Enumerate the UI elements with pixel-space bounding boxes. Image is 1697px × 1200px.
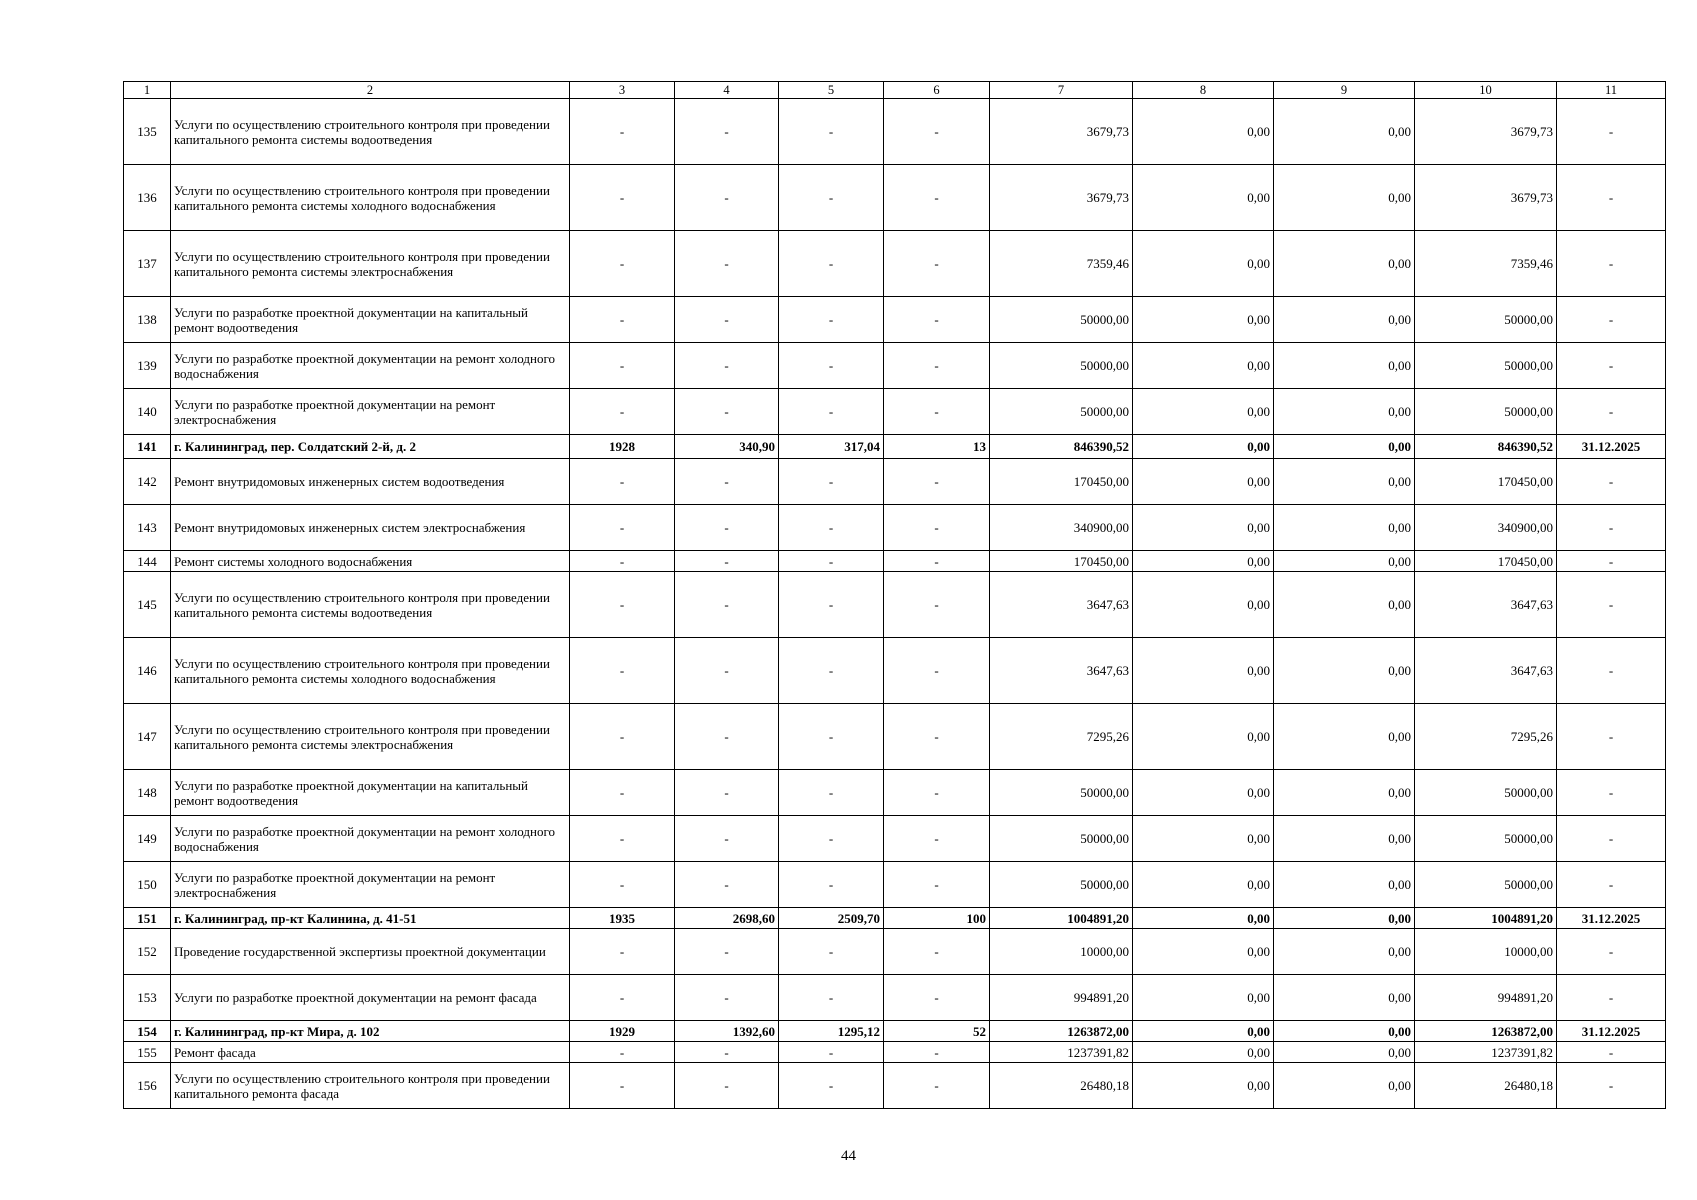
col4-cell: - xyxy=(675,1042,779,1063)
year-cell: - xyxy=(570,551,675,572)
col10-cell: 50000,00 xyxy=(1415,343,1557,389)
col10-cell: 1237391,82 xyxy=(1415,1042,1557,1063)
col6-cell: 13 xyxy=(884,435,990,459)
table-row xyxy=(124,551,1666,572)
col10-cell: 846390,52 xyxy=(1415,435,1557,459)
col9-cell: 0,00 xyxy=(1274,862,1415,908)
page-number: 44 xyxy=(841,1148,856,1164)
col4-cell: - xyxy=(675,816,779,862)
col6-cell: - xyxy=(884,975,990,1021)
col5-cell: - xyxy=(779,231,884,297)
works-table-body xyxy=(124,82,1666,1109)
table-row xyxy=(124,975,1666,1021)
row-number-cell: 148 xyxy=(124,770,171,816)
col10-cell: 3679,73 xyxy=(1415,99,1557,165)
total-cost-cell: 846390,52 xyxy=(990,435,1133,459)
col4-cell: - xyxy=(675,459,779,505)
col9-cell: 0,00 xyxy=(1274,435,1415,459)
col6-cell: - xyxy=(884,770,990,816)
col4-cell: - xyxy=(675,929,779,975)
description-cell: Ремонт внутридомовых инженерных систем электроснабжения xyxy=(171,505,570,551)
col6-cell: - xyxy=(884,1042,990,1063)
col4-cell: - xyxy=(675,389,779,435)
deadline-cell: - xyxy=(1557,505,1666,551)
col8-cell: 0,00 xyxy=(1133,908,1274,929)
col9-cell: 0,00 xyxy=(1274,99,1415,165)
description-cell: Услуги по разработке проектной документации на ремонт фасада xyxy=(171,975,570,1021)
year-cell: 1929 xyxy=(570,1021,675,1042)
year-cell: - xyxy=(570,816,675,862)
col4-cell: - xyxy=(675,551,779,572)
year-cell: - xyxy=(570,975,675,1021)
total-cost-cell: 340900,00 xyxy=(990,505,1133,551)
col4-cell: - xyxy=(675,343,779,389)
col10-cell: 50000,00 xyxy=(1415,297,1557,343)
col8-cell: 0,00 xyxy=(1133,1042,1274,1063)
description-cell: Услуги по осуществлению строительного контроля при проведении капитального ремонта фасада xyxy=(171,1063,570,1109)
col10-cell: 1004891,20 xyxy=(1415,908,1557,929)
year-cell: 1935 xyxy=(570,908,675,929)
deadline-cell: - xyxy=(1557,343,1666,389)
col8-cell: 0,00 xyxy=(1133,638,1274,704)
address-row xyxy=(124,908,1666,929)
year-cell: - xyxy=(570,231,675,297)
column-header: 4 xyxy=(675,82,779,99)
total-cost-cell: 50000,00 xyxy=(990,770,1133,816)
total-cost-cell: 170450,00 xyxy=(990,459,1133,505)
col9-cell: 0,00 xyxy=(1274,638,1415,704)
row-number-cell: 138 xyxy=(124,297,171,343)
col6-cell: - xyxy=(884,572,990,638)
description-cell: Услуги по осуществлению строительного контроля при проведении капитального ремонта системы холодного водоснабжения xyxy=(171,165,570,231)
col4-cell: - xyxy=(675,231,779,297)
col9-cell: 0,00 xyxy=(1274,1042,1415,1063)
table-row xyxy=(124,862,1666,908)
table-row xyxy=(124,389,1666,435)
col6-cell: - xyxy=(884,297,990,343)
col5-cell: - xyxy=(779,1042,884,1063)
row-number-cell: 156 xyxy=(124,1063,171,1109)
year-cell: - xyxy=(570,165,675,231)
total-cost-cell: 50000,00 xyxy=(990,389,1133,435)
col9-cell: 0,00 xyxy=(1274,770,1415,816)
row-number-cell: 155 xyxy=(124,1042,171,1063)
total-cost-cell: 3679,73 xyxy=(990,99,1133,165)
deadline-cell: - xyxy=(1557,1063,1666,1109)
col10-cell: 3647,63 xyxy=(1415,572,1557,638)
col8-cell: 0,00 xyxy=(1133,704,1274,770)
col10-cell: 50000,00 xyxy=(1415,770,1557,816)
total-cost-cell: 7295,26 xyxy=(990,704,1133,770)
description-cell: Услуги по осуществлению строительного контроля при проведении капитального ремонта системы электроснабжения xyxy=(171,231,570,297)
col10-cell: 994891,20 xyxy=(1415,975,1557,1021)
col8-cell: 0,00 xyxy=(1133,975,1274,1021)
col5-cell: - xyxy=(779,459,884,505)
col9-cell: 0,00 xyxy=(1274,389,1415,435)
column-header: 3 xyxy=(570,82,675,99)
col5-cell: - xyxy=(779,704,884,770)
col9-cell: 0,00 xyxy=(1274,975,1415,1021)
year-cell: - xyxy=(570,929,675,975)
year-cell: - xyxy=(570,297,675,343)
col8-cell: 0,00 xyxy=(1133,1063,1274,1109)
col5-cell: - xyxy=(779,975,884,1021)
deadline-cell: - xyxy=(1557,459,1666,505)
col9-cell: 0,00 xyxy=(1274,505,1415,551)
column-header: 7 xyxy=(990,82,1133,99)
total-cost-cell: 3647,63 xyxy=(990,572,1133,638)
col5-cell: - xyxy=(779,505,884,551)
column-header: 2 xyxy=(171,82,570,99)
column-number-row xyxy=(124,82,1666,99)
total-cost-cell: 3647,63 xyxy=(990,638,1133,704)
col8-cell: 0,00 xyxy=(1133,1021,1274,1042)
col4-cell: 340,90 xyxy=(675,435,779,459)
col9-cell: 0,00 xyxy=(1274,1021,1415,1042)
total-cost-cell: 50000,00 xyxy=(990,862,1133,908)
total-cost-cell: 1263872,00 xyxy=(990,1021,1133,1042)
row-number-cell: 154 xyxy=(124,1021,171,1042)
deadline-cell: - xyxy=(1557,389,1666,435)
total-cost-cell: 994891,20 xyxy=(990,975,1133,1021)
col5-cell: - xyxy=(779,816,884,862)
table-row xyxy=(124,816,1666,862)
description-cell: Проведение государственной экспертизы проектной документации xyxy=(171,929,570,975)
col10-cell: 50000,00 xyxy=(1415,816,1557,862)
deadline-cell: - xyxy=(1557,862,1666,908)
deadline-cell: - xyxy=(1557,638,1666,704)
col5-cell: - xyxy=(779,165,884,231)
description-cell: Услуги по осуществлению строительного контроля при проведении капитального ремонта системы водоотведения xyxy=(171,99,570,165)
description-cell: Ремонт системы холодного водоснабжения xyxy=(171,551,570,572)
col5-cell: - xyxy=(779,99,884,165)
col8-cell: 0,00 xyxy=(1133,862,1274,908)
col6-cell: - xyxy=(884,389,990,435)
row-number-cell: 153 xyxy=(124,975,171,1021)
col6-cell: - xyxy=(884,165,990,231)
col5-cell: - xyxy=(779,1063,884,1109)
column-header: 11 xyxy=(1557,82,1666,99)
description-cell: Услуги по осуществлению строительного контроля при проведении капитального ремонта системы водоотведения xyxy=(171,572,570,638)
table-row xyxy=(124,1042,1666,1063)
deadline-cell: - xyxy=(1557,165,1666,231)
col9-cell: 0,00 xyxy=(1274,908,1415,929)
col6-cell: - xyxy=(884,505,990,551)
year-cell: - xyxy=(570,572,675,638)
col4-cell: - xyxy=(675,704,779,770)
col8-cell: 0,00 xyxy=(1133,389,1274,435)
col6-cell: - xyxy=(884,99,990,165)
row-number-cell: 150 xyxy=(124,862,171,908)
col8-cell: 0,00 xyxy=(1133,770,1274,816)
year-cell: - xyxy=(570,704,675,770)
row-number-cell: 135 xyxy=(124,99,171,165)
deadline-cell: - xyxy=(1557,929,1666,975)
col8-cell: 0,00 xyxy=(1133,343,1274,389)
row-number-cell: 144 xyxy=(124,551,171,572)
col8-cell: 0,00 xyxy=(1133,297,1274,343)
col10-cell: 26480,18 xyxy=(1415,1063,1557,1109)
description-cell: г. Калининград, пр-кт Мира, д. 102 xyxy=(171,1021,570,1042)
col5-cell: 1295,12 xyxy=(779,1021,884,1042)
deadline-cell: - xyxy=(1557,816,1666,862)
col8-cell: 0,00 xyxy=(1133,572,1274,638)
col10-cell: 1263872,00 xyxy=(1415,1021,1557,1042)
col4-cell: - xyxy=(675,572,779,638)
col10-cell: 170450,00 xyxy=(1415,459,1557,505)
row-number-cell: 140 xyxy=(124,389,171,435)
total-cost-cell: 3679,73 xyxy=(990,165,1133,231)
col5-cell: - xyxy=(779,862,884,908)
total-cost-cell: 7359,46 xyxy=(990,231,1133,297)
col10-cell: 340900,00 xyxy=(1415,505,1557,551)
description-cell: Услуги по осуществлению строительного контроля при проведении капитального ремонта системы электроснабжения xyxy=(171,704,570,770)
col6-cell: - xyxy=(884,343,990,389)
col6-cell: - xyxy=(884,704,990,770)
year-cell: 1928 xyxy=(570,435,675,459)
col9-cell: 0,00 xyxy=(1274,816,1415,862)
col4-cell: - xyxy=(675,99,779,165)
total-cost-cell: 1004891,20 xyxy=(990,908,1133,929)
col9-cell: 0,00 xyxy=(1274,165,1415,231)
column-header: 9 xyxy=(1274,82,1415,99)
deadline-cell: - xyxy=(1557,551,1666,572)
col9-cell: 0,00 xyxy=(1274,231,1415,297)
row-number-cell: 141 xyxy=(124,435,171,459)
year-cell: - xyxy=(570,389,675,435)
row-number-cell: 151 xyxy=(124,908,171,929)
description-cell: Ремонт фасада xyxy=(171,1042,570,1063)
col10-cell: 7359,46 xyxy=(1415,231,1557,297)
col9-cell: 0,00 xyxy=(1274,297,1415,343)
address-row xyxy=(124,1021,1666,1042)
col6-cell: - xyxy=(884,551,990,572)
col5-cell: - xyxy=(779,343,884,389)
deadline-cell: 31.12.2025 xyxy=(1557,435,1666,459)
table-row xyxy=(124,505,1666,551)
table-row xyxy=(124,459,1666,505)
col9-cell: 0,00 xyxy=(1274,551,1415,572)
row-number-cell: 149 xyxy=(124,816,171,862)
address-row xyxy=(124,435,1666,459)
col4-cell: - xyxy=(675,165,779,231)
column-header: 1 xyxy=(124,82,171,99)
col8-cell: 0,00 xyxy=(1133,505,1274,551)
deadline-cell: - xyxy=(1557,704,1666,770)
total-cost-cell: 10000,00 xyxy=(990,929,1133,975)
year-cell: - xyxy=(570,505,675,551)
description-cell: Услуги по разработке проектной документации на ремонт электроснабжения xyxy=(171,862,570,908)
col8-cell: 0,00 xyxy=(1133,435,1274,459)
deadline-cell: 31.12.2025 xyxy=(1557,908,1666,929)
table-row xyxy=(124,770,1666,816)
row-number-cell: 152 xyxy=(124,929,171,975)
col4-cell: - xyxy=(675,975,779,1021)
row-number-cell: 137 xyxy=(124,231,171,297)
row-number-cell: 139 xyxy=(124,343,171,389)
table-row xyxy=(124,297,1666,343)
col4-cell: - xyxy=(675,297,779,343)
col9-cell: 0,00 xyxy=(1274,343,1415,389)
col4-cell: - xyxy=(675,505,779,551)
description-cell: Услуги по разработке проектной документации на ремонт холодного водоснабжения xyxy=(171,816,570,862)
col9-cell: 0,00 xyxy=(1274,572,1415,638)
col10-cell: 3647,63 xyxy=(1415,638,1557,704)
total-cost-cell: 50000,00 xyxy=(990,297,1133,343)
table-row xyxy=(124,572,1666,638)
col6-cell: - xyxy=(884,1063,990,1109)
col9-cell: 0,00 xyxy=(1274,929,1415,975)
column-header: 6 xyxy=(884,82,990,99)
description-cell: г. Калининград, пр-кт Калинина, д. 41-51 xyxy=(171,908,570,929)
deadline-cell: 31.12.2025 xyxy=(1557,1021,1666,1042)
total-cost-cell: 26480,18 xyxy=(990,1063,1133,1109)
col10-cell: 50000,00 xyxy=(1415,862,1557,908)
col8-cell: 0,00 xyxy=(1133,459,1274,505)
col8-cell: 0,00 xyxy=(1133,929,1274,975)
year-cell: - xyxy=(570,99,675,165)
description-cell: Услуги по осуществлению строительного контроля при проведении капитального ремонта системы холодного водоснабжения xyxy=(171,638,570,704)
col4-cell: - xyxy=(675,862,779,908)
total-cost-cell: 50000,00 xyxy=(990,343,1133,389)
table-row xyxy=(124,929,1666,975)
col5-cell: - xyxy=(779,551,884,572)
col5-cell: 2509,70 xyxy=(779,908,884,929)
row-number-cell: 136 xyxy=(124,165,171,231)
col6-cell: - xyxy=(884,816,990,862)
deadline-cell: - xyxy=(1557,572,1666,638)
col4-cell: - xyxy=(675,638,779,704)
col5-cell: - xyxy=(779,572,884,638)
col4-cell: - xyxy=(675,1063,779,1109)
col6-cell: 100 xyxy=(884,908,990,929)
col10-cell: 50000,00 xyxy=(1415,389,1557,435)
year-cell: - xyxy=(570,638,675,704)
col6-cell: - xyxy=(884,862,990,908)
deadline-cell: - xyxy=(1557,231,1666,297)
deadline-cell: - xyxy=(1557,975,1666,1021)
col10-cell: 10000,00 xyxy=(1415,929,1557,975)
col10-cell: 3679,73 xyxy=(1415,165,1557,231)
column-header: 5 xyxy=(779,82,884,99)
description-cell: Ремонт внутридомовых инженерных систем водоотведения xyxy=(171,459,570,505)
description-cell: Услуги по разработке проектной документации на ремонт электроснабжения xyxy=(171,389,570,435)
row-number-cell: 142 xyxy=(124,459,171,505)
col8-cell: 0,00 xyxy=(1133,231,1274,297)
col5-cell: - xyxy=(779,389,884,435)
table-row xyxy=(124,638,1666,704)
col8-cell: 0,00 xyxy=(1133,551,1274,572)
table-row xyxy=(124,1063,1666,1109)
table-row xyxy=(124,343,1666,389)
year-cell: - xyxy=(570,770,675,816)
col8-cell: 0,00 xyxy=(1133,816,1274,862)
table-row xyxy=(124,99,1666,165)
description-cell: Услуги по разработке проектной документации на ремонт холодного водоснабжения xyxy=(171,343,570,389)
total-cost-cell: 1237391,82 xyxy=(990,1042,1133,1063)
table-row xyxy=(124,165,1666,231)
deadline-cell: - xyxy=(1557,99,1666,165)
total-cost-cell: 170450,00 xyxy=(990,551,1133,572)
col5-cell: 317,04 xyxy=(779,435,884,459)
col10-cell: 7295,26 xyxy=(1415,704,1557,770)
row-number-cell: 147 xyxy=(124,704,171,770)
column-header: 8 xyxy=(1133,82,1274,99)
row-number-cell: 143 xyxy=(124,505,171,551)
col4-cell: - xyxy=(675,770,779,816)
col5-cell: - xyxy=(779,638,884,704)
table-row xyxy=(124,231,1666,297)
works-table xyxy=(123,81,1666,1109)
description-cell: Услуги по разработке проектной документации на капитальный ремонт водоотведения xyxy=(171,770,570,816)
col4-cell: 2698,60 xyxy=(675,908,779,929)
deadline-cell: - xyxy=(1557,1042,1666,1063)
col5-cell: - xyxy=(779,770,884,816)
table-row xyxy=(124,704,1666,770)
year-cell: - xyxy=(570,1063,675,1109)
col6-cell: - xyxy=(884,231,990,297)
col8-cell: 0,00 xyxy=(1133,99,1274,165)
col8-cell: 0,00 xyxy=(1133,165,1274,231)
col4-cell: 1392,60 xyxy=(675,1021,779,1042)
col6-cell: - xyxy=(884,638,990,704)
deadline-cell: - xyxy=(1557,770,1666,816)
year-cell: - xyxy=(570,1042,675,1063)
description-cell: Услуги по разработке проектной документации на капитальный ремонт водоотведения xyxy=(171,297,570,343)
col5-cell: - xyxy=(779,929,884,975)
col6-cell: - xyxy=(884,929,990,975)
year-cell: - xyxy=(570,343,675,389)
col9-cell: 0,00 xyxy=(1274,1063,1415,1109)
col6-cell: - xyxy=(884,459,990,505)
col10-cell: 170450,00 xyxy=(1415,551,1557,572)
col9-cell: 0,00 xyxy=(1274,459,1415,505)
row-number-cell: 146 xyxy=(124,638,171,704)
col9-cell: 0,00 xyxy=(1274,704,1415,770)
col5-cell: - xyxy=(779,297,884,343)
year-cell: - xyxy=(570,459,675,505)
year-cell: - xyxy=(570,862,675,908)
description-cell: г. Калининград, пер. Солдатский 2-й, д. 2 xyxy=(171,435,570,459)
column-header: 10 xyxy=(1415,82,1557,99)
row-number-cell: 145 xyxy=(124,572,171,638)
col6-cell: 52 xyxy=(884,1021,990,1042)
total-cost-cell: 50000,00 xyxy=(990,816,1133,862)
deadline-cell: - xyxy=(1557,297,1666,343)
